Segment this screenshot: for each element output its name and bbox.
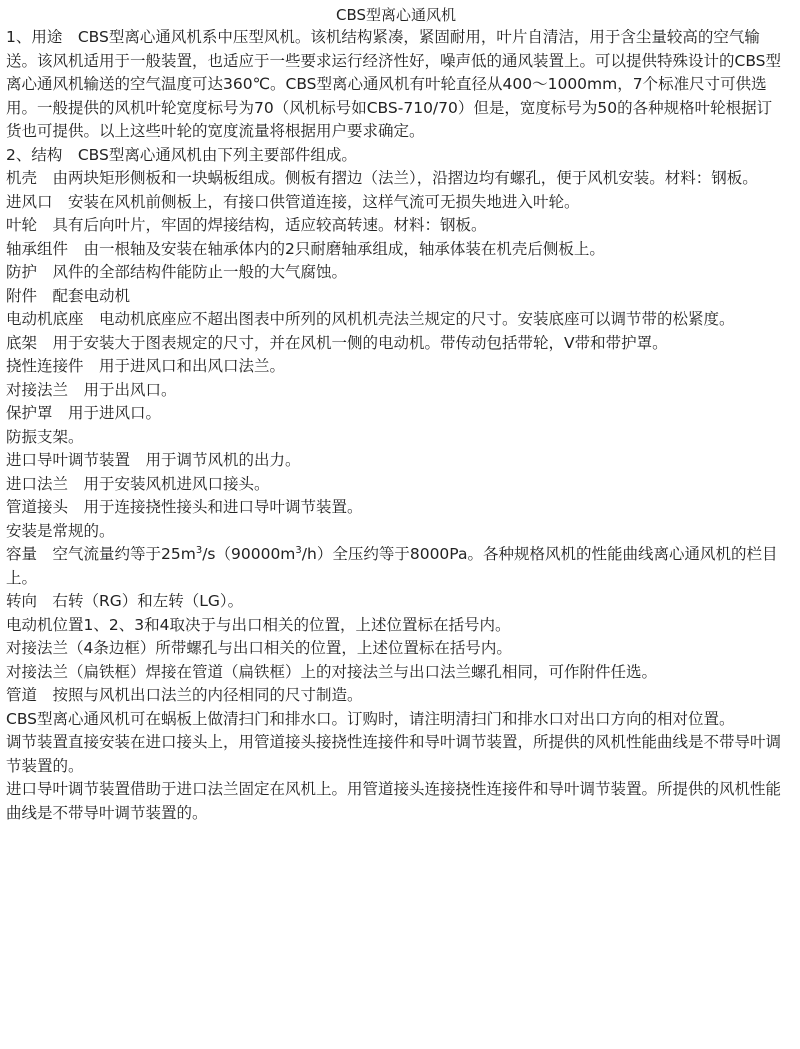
paragraph-capacity bbox=[6, 543, 786, 590]
paragraph-cleaning-door: CBS型离心通风机可在蜗板上做清扫门和排水口。订购时，请注明清扫门和排水口对出口方向的相对位置。 bbox=[6, 709, 735, 728]
paragraph-inlet: 进风口 安装在风机前侧板上，有接口供管道连接，这样气流可无损失地进入叶轮。 bbox=[6, 192, 580, 211]
capacity-superscript-1: 3 bbox=[195, 544, 203, 556]
paragraph-impeller: 叶轮 具有后向叶片，牢固的焊接结构，适应较高转速。材料：钢板。 bbox=[6, 216, 487, 234]
paragraph-flange-4-edge: 对接法兰（4条边框）所带螺孔与出口相关的位置，上述位置标在括号内。 bbox=[6, 639, 512, 657]
capacity-text-1: 容量 空气流量约等于25m bbox=[6, 545, 196, 563]
paragraph-installation: 安装是常规的。 bbox=[6, 521, 115, 540]
paragraph-inlet-flange: 进口法兰 用于安装风机进风口接头。 bbox=[6, 474, 270, 493]
paragraph-duct-joint: 管道接头 用于连接挠性接头和进口导叶调节装置。 bbox=[6, 498, 363, 516]
paragraph-adjusting-device: 调节装置直接安装在进口接头上，用管道接头接挠性连接件和导叶调节装置，所提供的风机性能曲线是不带导叶调节装置的。 bbox=[6, 733, 782, 775]
paragraph-usage: 1、用途 CBS型离心通风机系中压型风机。该机结构紧凑，紧固耐用，叶片自清洁，用于含尘量较高的空气输送。该风机适用于一般装置，也适应于一些要求运行经济性好，噪声低的通风装置上。可以提供特殊设计的CBS型离心通风机输送的空气温度可达360℃。CBS型离心通风机有叶轮直径从400～1000mm，7个标准尺寸可供选用。一般提供的风机叶轮宽度标号为70（风机标号如CBS-710/70）但是，宽度标号为50的各种规格叶轮根据订货也可提供。以上这些叶轮的宽度流量将根据用户要求确定。 bbox=[6, 28, 782, 140]
paragraph-vibration-mount: 防振支架。 bbox=[6, 427, 84, 446]
paragraph-frame: 底架 用于安装大于图表规定的尺寸，并在风机一侧的电动机。带传动包括带轮，V带和带护罩。 bbox=[6, 333, 668, 352]
paragraph-motor-position: 电动机位置1、2、3和4取决于与出口相关的位置，上述位置标在括号内。 bbox=[6, 615, 511, 634]
paragraph-inlet-vane: 进口导叶调节装置 用于调节风机的出力。 bbox=[6, 451, 301, 469]
paragraph-inlet-vane-fixing: 进口导叶调节装置借助于进口法兰固定在风机上。用管道接头连接挠性连接件和导叶调节装置。所提供的风机性能曲线是不带导叶调节装置的。 bbox=[6, 780, 782, 822]
paragraph-flange-flat-iron: 对接法兰（扁铁框）焊接在管道（扁铁框）上的对接法兰与出口法兰螺孔相同，可作附件任选。 bbox=[6, 662, 658, 681]
paragraph-casing: 机壳 由两块矩形侧板和一块蜗板组成。侧板有摺边（法兰），沿摺边均有螺孔，便于风机安装。材料：钢板。 bbox=[6, 169, 758, 187]
capacity-superscript-2: 3 bbox=[295, 544, 302, 556]
document-title: CBS型离心通风机 bbox=[335, 6, 457, 24]
paragraph-counter-flange: 对接法兰 用于出风口。 bbox=[6, 380, 177, 399]
paragraph-bearing: 轴承组件 由一根轴及安装在轴承体内的2只耐磨轴承组成，轴承体装在机壳后侧板上。 bbox=[6, 239, 605, 258]
paragraph-structure: 2、结构 CBS型离心通风机由下列主要部件组成。 bbox=[6, 145, 357, 164]
paragraph-protection: 防护 风件的全部结构件能防止一般的大气腐蚀。 bbox=[6, 263, 348, 281]
paragraph-rotation: 转向 右转（RG）和左转（LG）。 bbox=[6, 592, 244, 610]
paragraph-motor-base: 电动机底座 电动机底座应不超出图表中所列的风机机壳法兰规定的尺寸。安装底座可以调节带的松紧度。 bbox=[6, 310, 735, 328]
paragraph-duct: 管道 按照与风机出口法兰的内径相同的尺寸制造。 bbox=[6, 686, 363, 704]
capacity-text-3: /h）全压约等于8000Pa。各种规格风机的性能曲线离心通风机的栏目上。 bbox=[6, 545, 778, 587]
paragraph-flexible-connector: 挠性连接件 用于进风口和出风口法兰。 bbox=[6, 357, 286, 375]
paragraph-guard: 保护罩 用于进风口。 bbox=[6, 404, 162, 422]
capacity-text-2: /s（90000m bbox=[202, 545, 296, 563]
paragraph-accessories: 附件 配套电动机 bbox=[6, 286, 131, 305]
